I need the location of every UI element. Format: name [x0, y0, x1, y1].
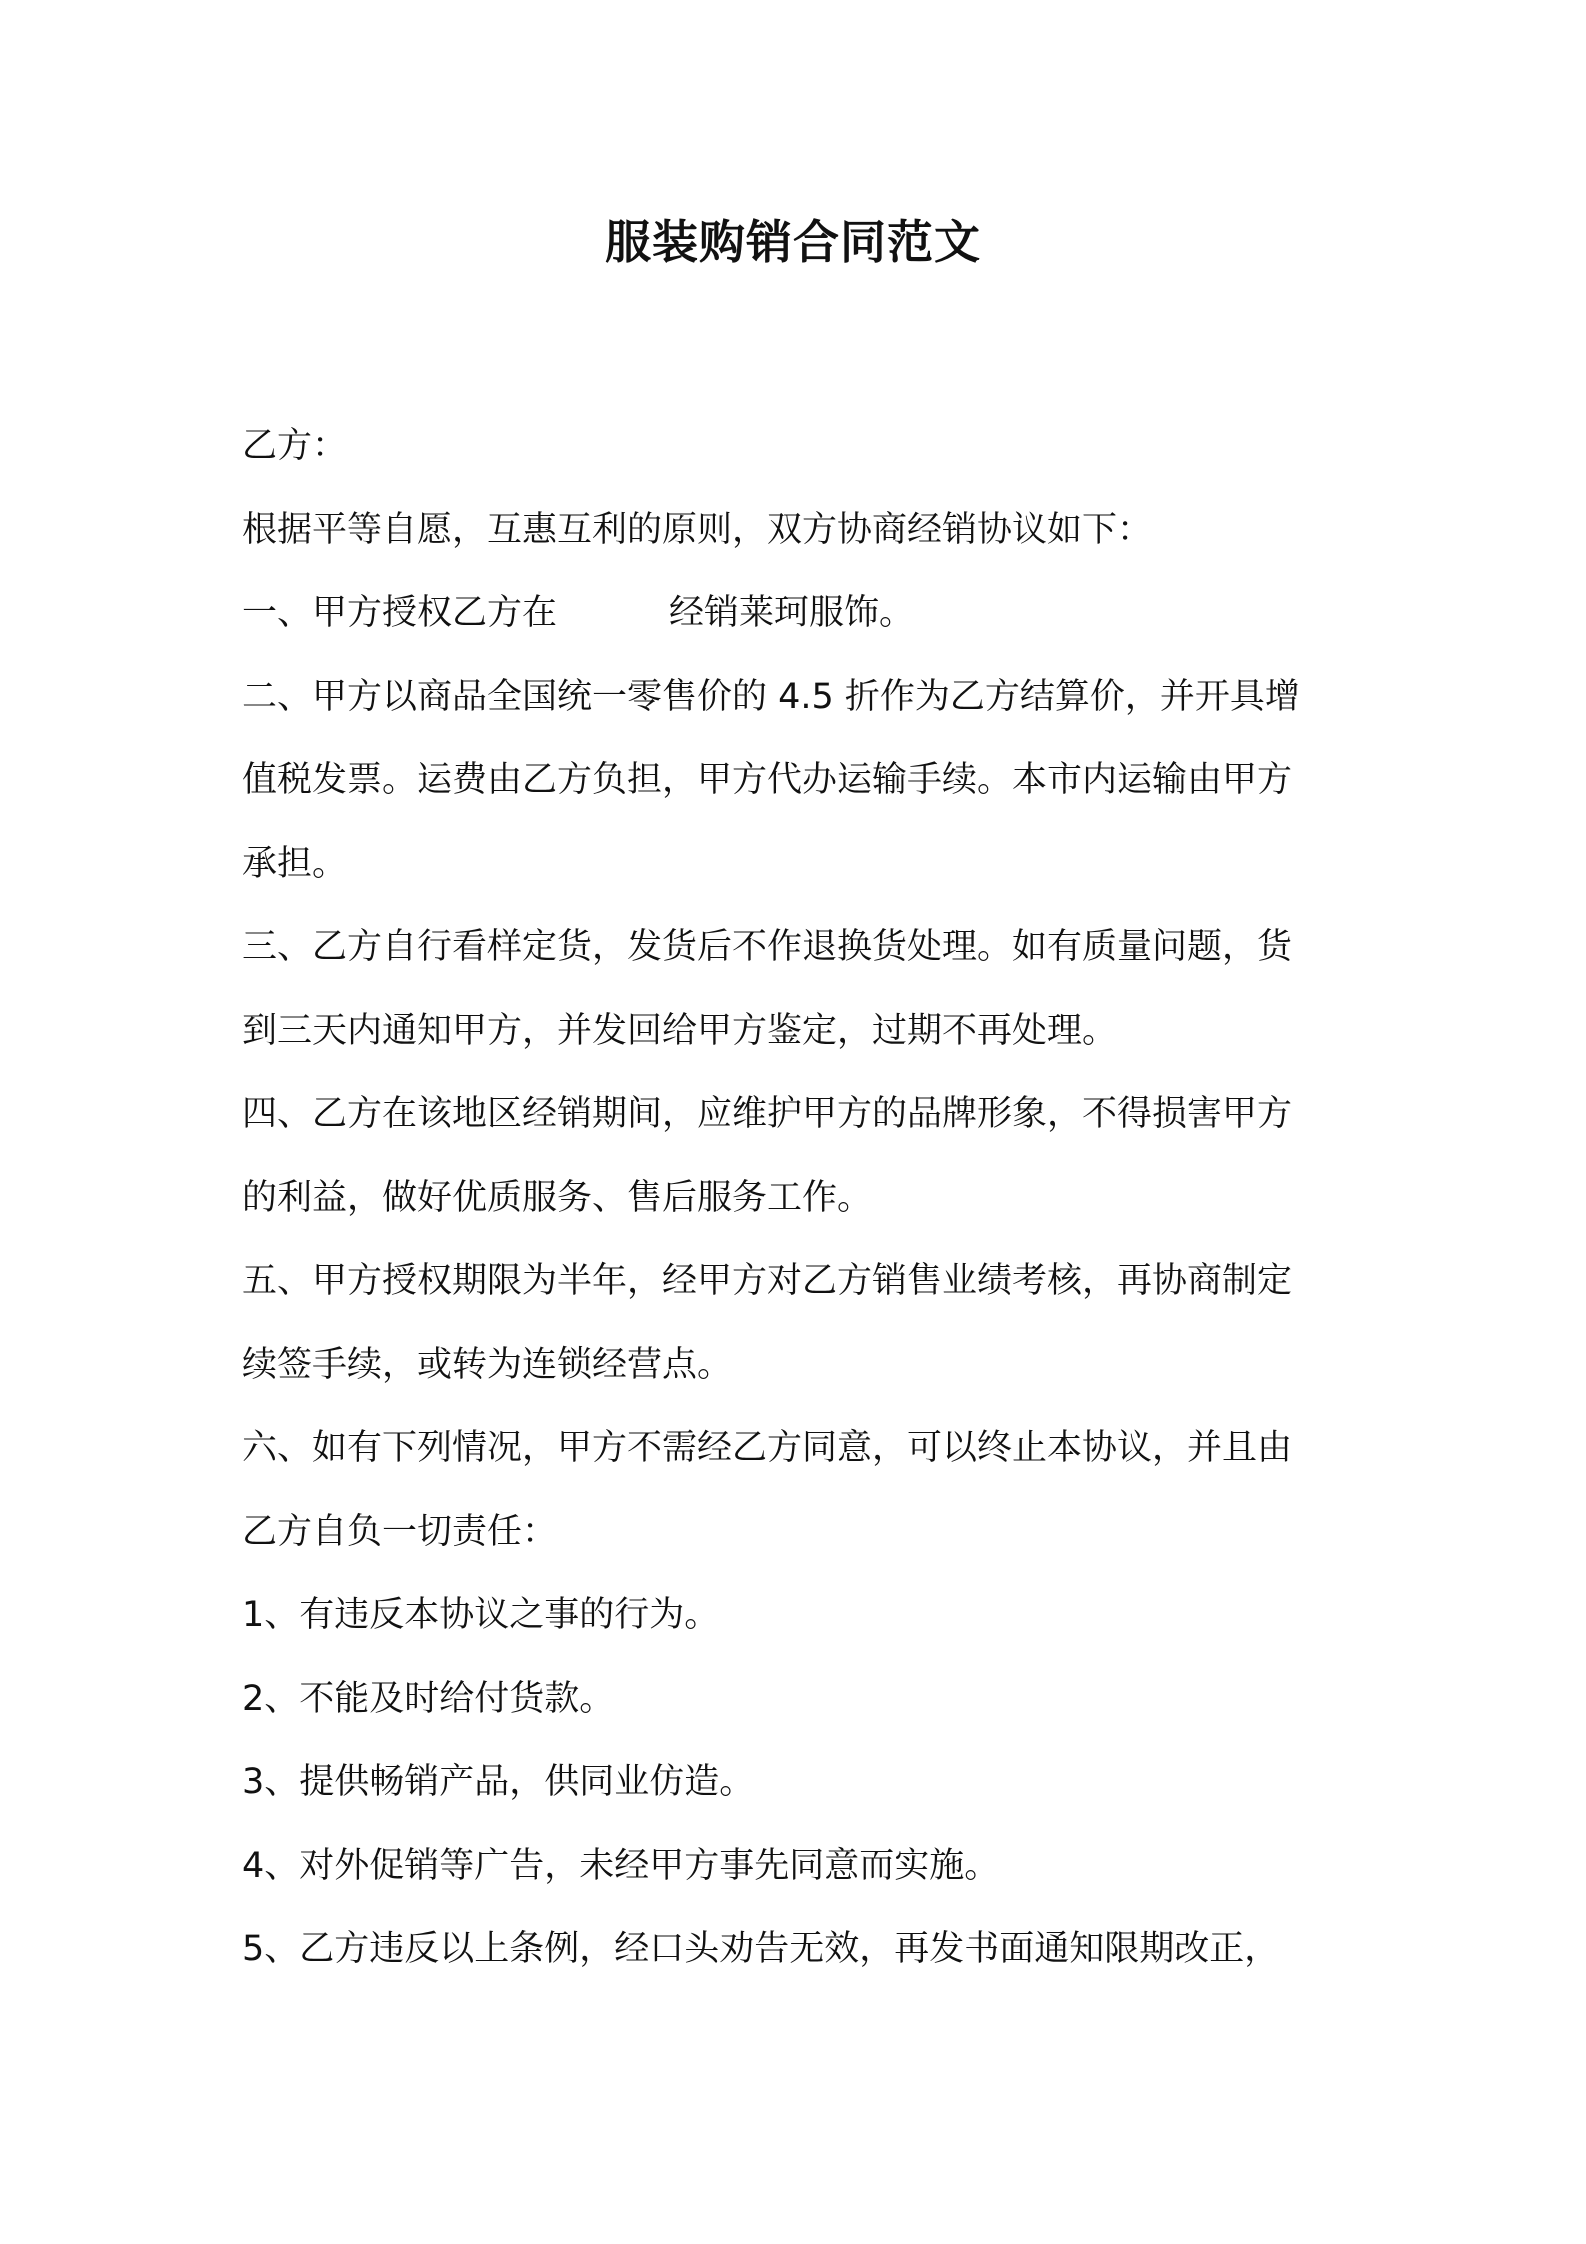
clause-2-line: 承担。: [242, 843, 348, 884]
intro-paragraph: 根据平等自愿，互惠互利的原则，双方协商经销协议如下：: [242, 509, 1153, 550]
contract-body: [242, 405, 1362, 1992]
clause-1-text: 一、甲方授权乙方在: [242, 593, 558, 633]
clause-4-line: 的利益，做好优质服务、售后服务工作。: [242, 1177, 873, 1218]
clause-1: [242, 572, 1362, 656]
clause-3-line: 三、乙方自行看样定货，发货后不作退换货处理。如有质量问题，货: [242, 927, 1293, 967]
party-b-label: 乙方：: [242, 426, 348, 466]
list-item: 2、不能及时给付货款。: [242, 1678, 615, 1719]
list-item: 5、乙方违反以上条例，经口头劝告无效，再发书面通知限期改正，: [242, 1929, 1280, 1969]
clause-2-line: 二、甲方以商品全国统一零售价的 4.5 折作为乙方结算价，并开具增: [242, 676, 1300, 717]
document-title: 服装购销合同范文: [605, 215, 981, 269]
clause-6-line: 六、如有下列情况，甲方不需经乙方同意，可以终止本协议，并且由: [242, 1428, 1293, 1468]
clause-2-line: 值税发票。运费由乙方负担，甲方代办运输手续。本市内运输由甲方: [242, 760, 1293, 800]
clause-1-text-end: 经销莱珂服饰。: [669, 593, 915, 633]
list-item: 1、有违反本协议之事的行为。: [242, 1595, 720, 1635]
list-item: 4、对外促销等广告，未经甲方事先同意而实施。: [242, 1845, 1000, 1886]
clause-6-line: 乙方自负一切责任：: [242, 1511, 558, 1552]
clause-5-line: 五、甲方授权期限为半年，经甲方对乙方销售业绩考核，再协商制定: [242, 1261, 1293, 1301]
clause-4-line: 四、乙方在该地区经销期间，应维护甲方的品牌形象，不得损害甲方: [242, 1094, 1293, 1134]
list-item: 3、提供畅销产品，供同业仿造。: [242, 1762, 755, 1802]
clause-3-line: 到三天内通知甲方，并发回给甲方鉴定，过期不再处理。: [242, 1010, 1118, 1051]
clause-5-line: 续签手续，或转为连锁经营点。: [242, 1344, 733, 1385]
